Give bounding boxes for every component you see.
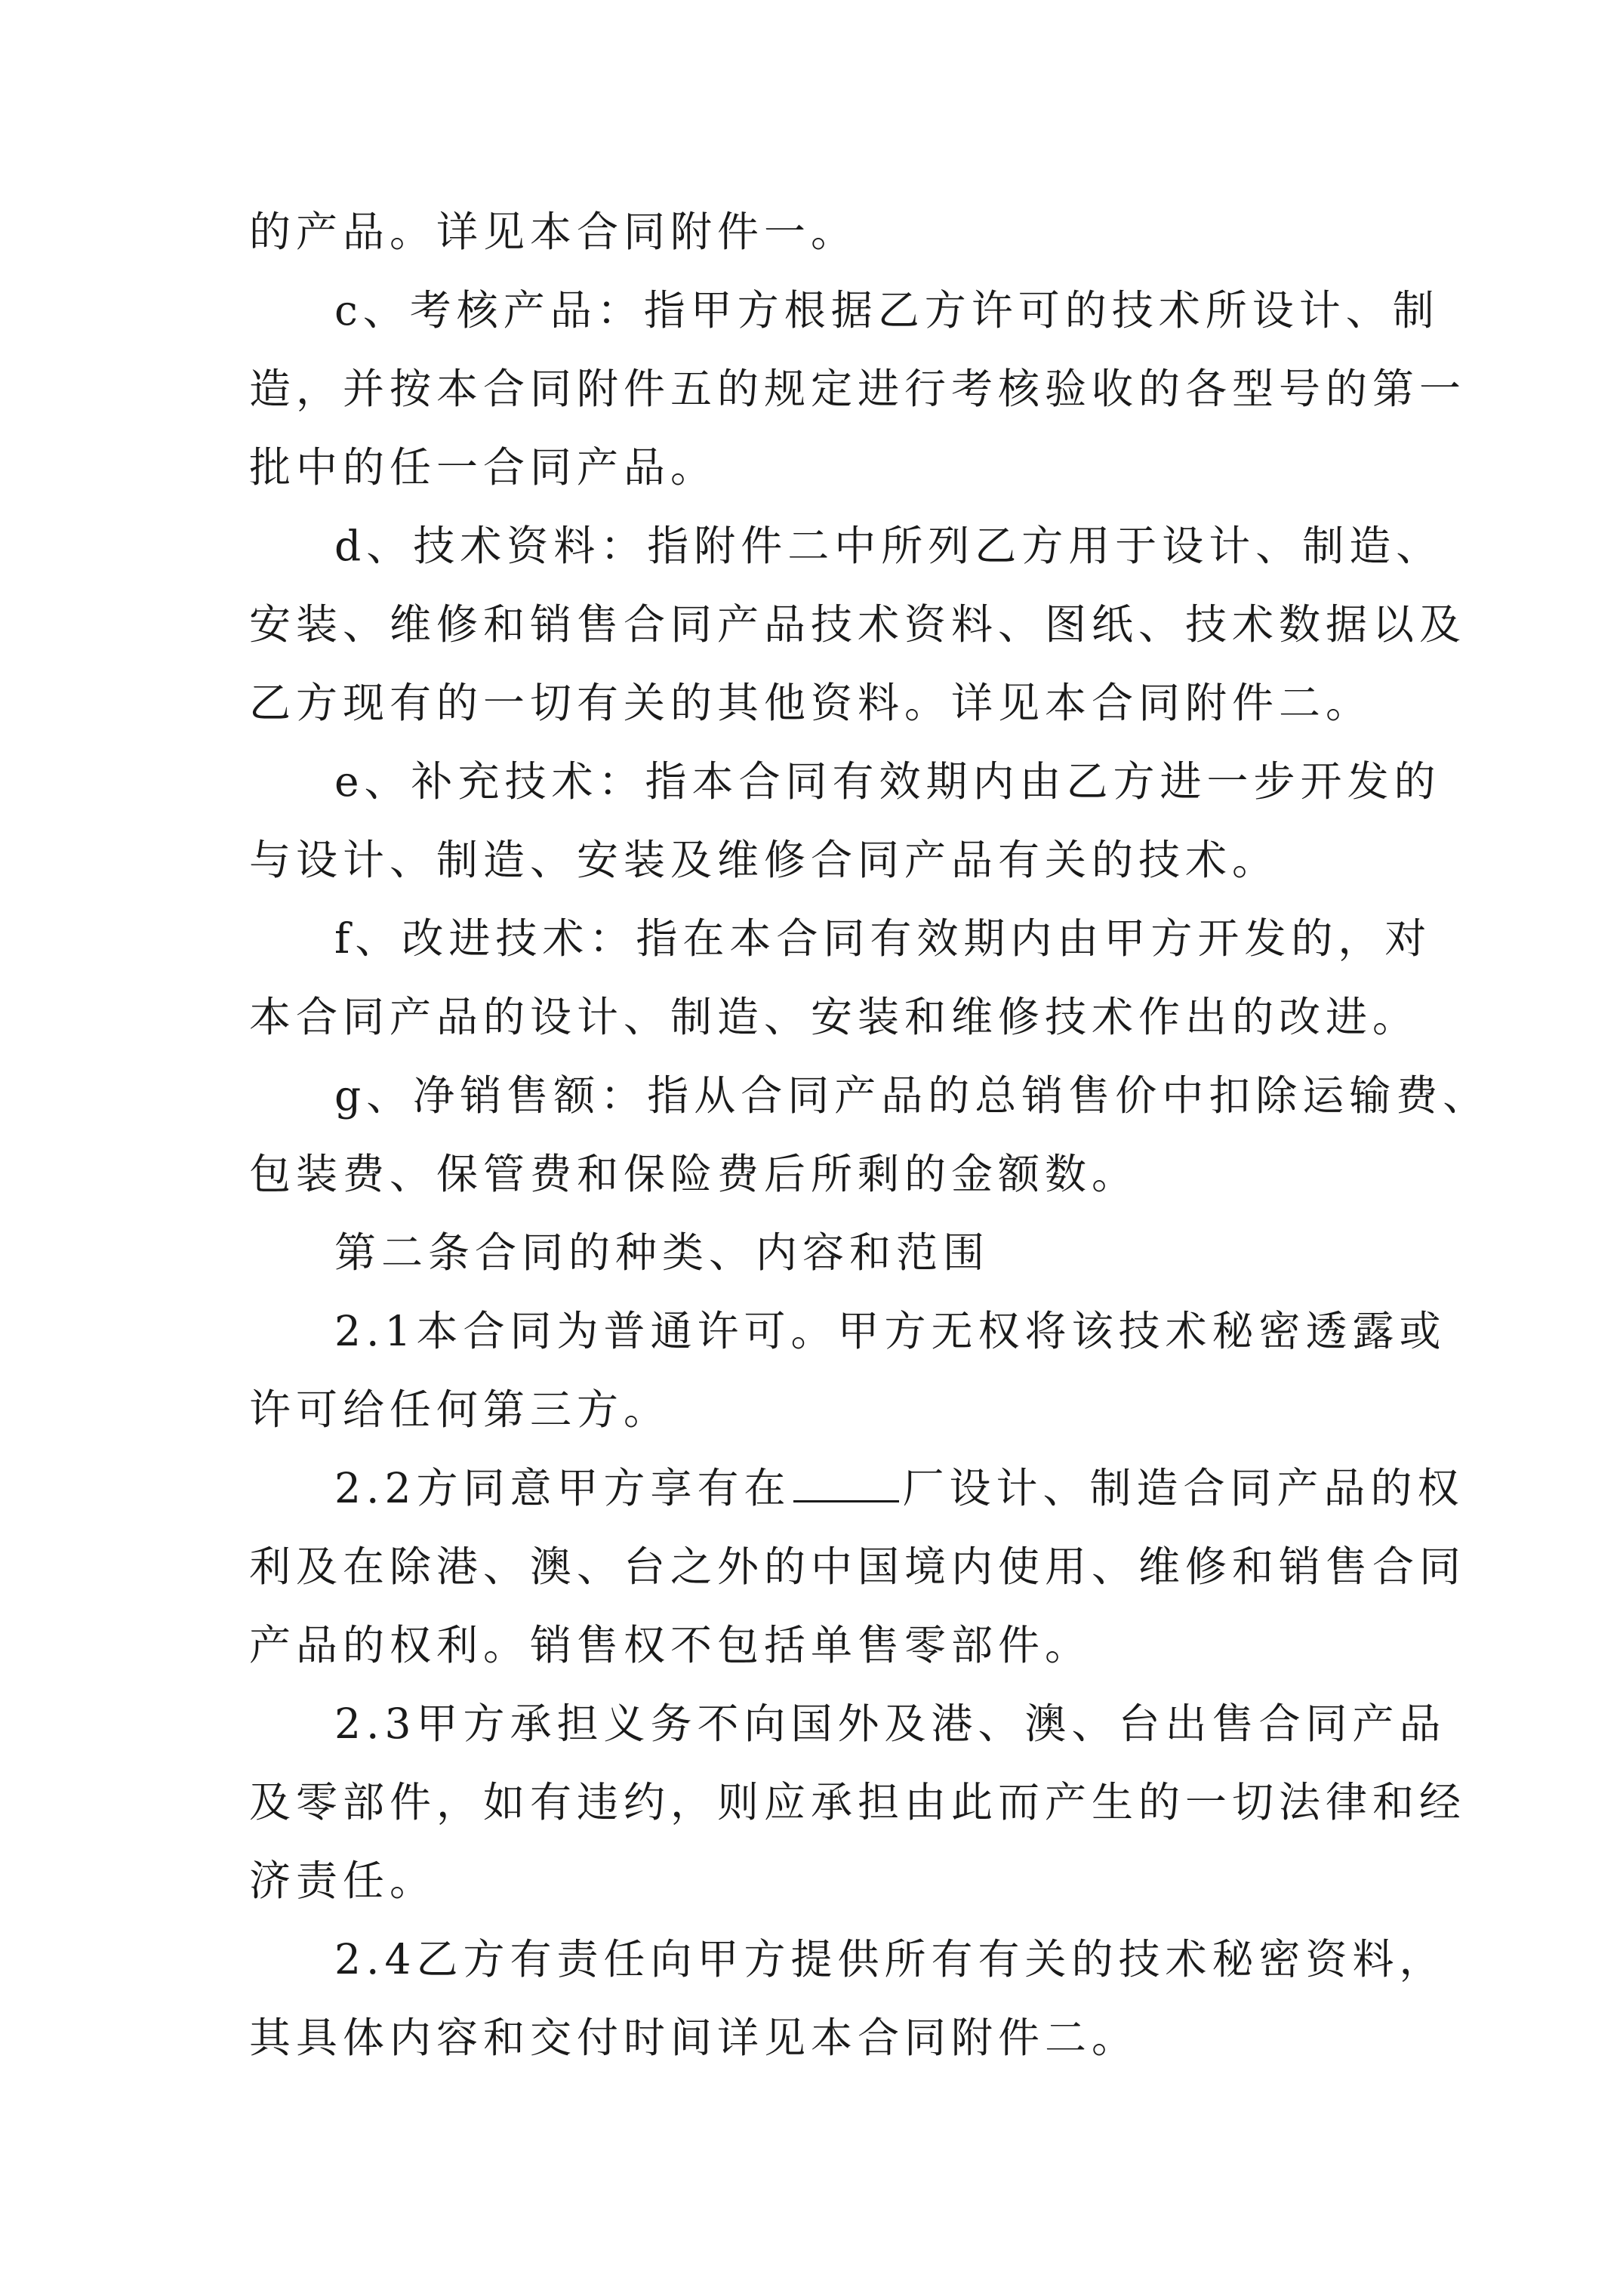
clause-2-2-line <box>334 1462 1464 1515</box>
text-line: 包装费、保管费和保险费后所剩的金额数。 <box>249 1150 1139 1198</box>
section-heading: 第二条合同的种类、内容和范围 <box>334 1228 990 1277</box>
text-line: 济责任。 <box>249 1857 437 1905</box>
clause-2-1-line: 2.1本合同为普通许可。甲方无权将该技术秘密透露或 <box>334 1307 1446 1355</box>
paragraph-e-line: e、补充技术：指本合同有效期内由乙方进一步开发的 <box>334 757 1441 806</box>
text-line: 乙方现有的一切有关的其他资料。详见本合同附件二。 <box>249 679 1373 727</box>
text-line: 与设计、制造、安装及维修合同产品有关的技术。 <box>249 836 1280 884</box>
text-line: 安装、维修和销售合同产品技术资料、图纸、技术数据以及 <box>249 600 1467 649</box>
text-line: 造，并按本合同附件五的规定进行考核验收的各型号的第一 <box>249 365 1467 413</box>
paragraph-d-line: d、技术资料：指附件二中所列乙方用于设计、制造、 <box>334 522 1443 570</box>
clause-2-2-text-end: 厂设计、制造合同产品的权 <box>902 1464 1464 1512</box>
text-line: 其具体内容和交付时间详见本合同附件二。 <box>249 2014 1139 2062</box>
text-line: 许可给任何第三方。 <box>249 1385 671 1434</box>
text-line: 的产品。详见本合同附件一。 <box>249 208 858 256</box>
text-line: 本合同产品的设计、制造、安装和维修技术作出的改进。 <box>249 993 1420 1041</box>
paragraph-f-line: f、改进技术：指在本合同有效期内由甲方开发的，对 <box>334 914 1432 963</box>
clause-2-2-text-start: 2.2方同意甲方享有在 <box>334 1464 791 1512</box>
fill-in-blank <box>793 1465 899 1502</box>
clause-2-3-line: 2.3甲方承担义务不向国外及港、澳、台出售合同产品 <box>334 1700 1446 1748</box>
text-line: 批中的任一合同产品。 <box>249 443 718 492</box>
paragraph-c-line: c、考核产品：指甲方根据乙方许可的技术所设计、制 <box>334 286 1440 334</box>
paragraph-g-line: g、净销售额：指从合同产品的总销售价中扣除运输费、 <box>334 1071 1490 1120</box>
clause-2-4-line: 2.4乙方有责任向甲方提供所有有关的技术秘密资料， <box>334 1935 1446 1983</box>
text-line: 产品的权利。销售权不包括单售零部件。 <box>249 1621 1092 1669</box>
text-line: 利及在除港、澳、台之外的中国境内使用、维修和销售合同 <box>249 1542 1467 1591</box>
text-line: 及零部件，如有违约，则应承担由此而产生的一切法律和经 <box>249 1778 1467 1826</box>
